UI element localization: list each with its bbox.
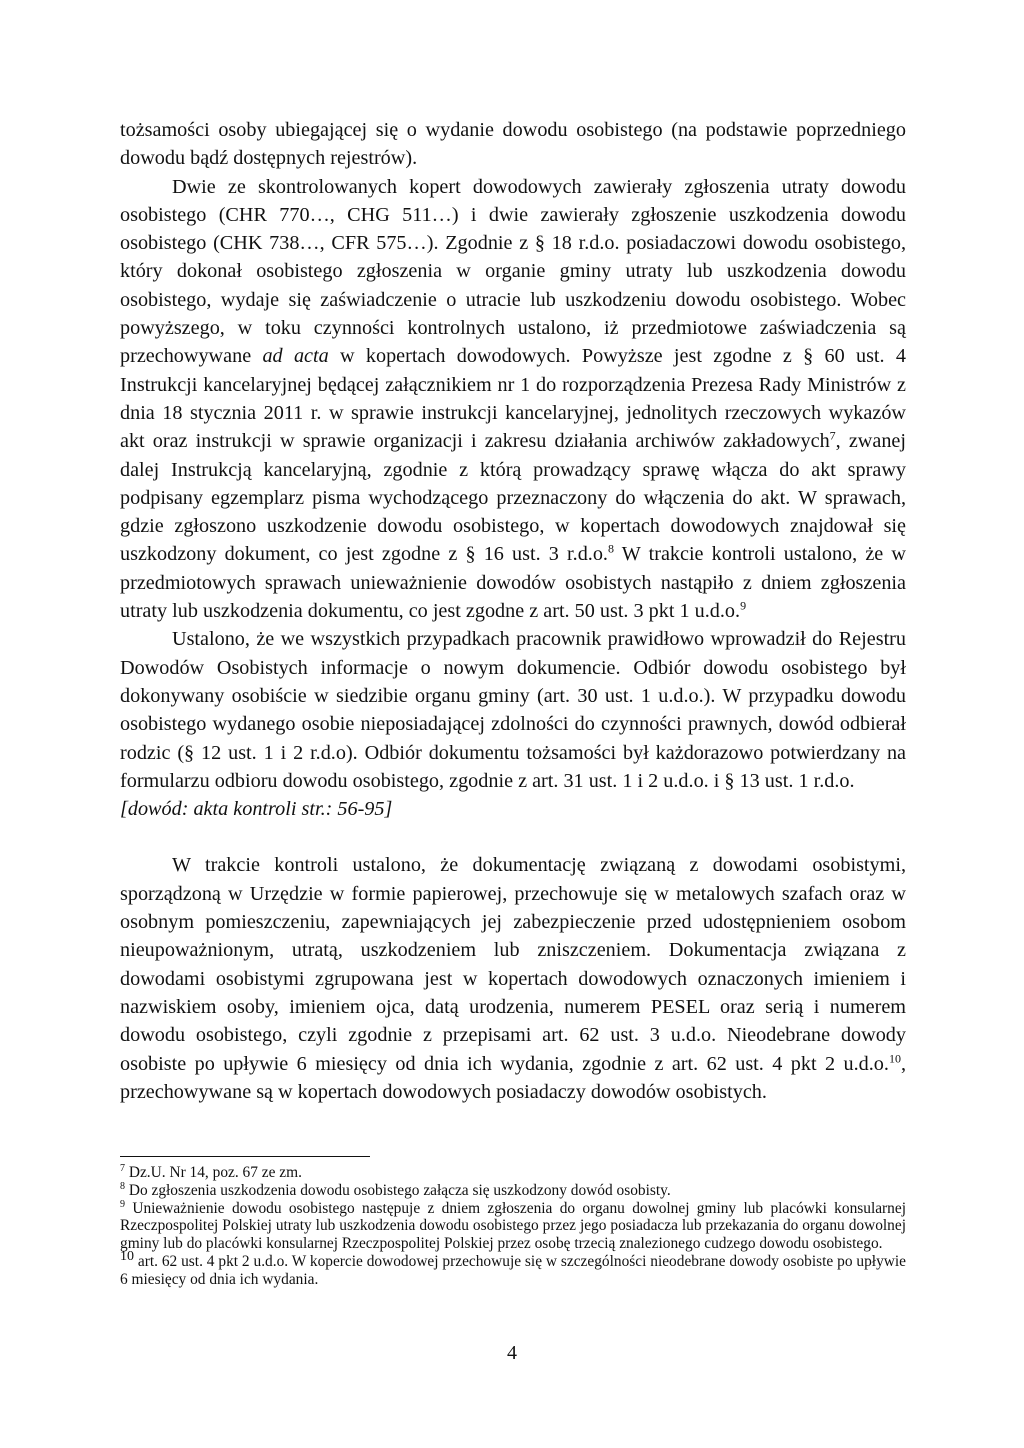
text-run: W trakcie kontroli ustalono, że dokumentację związaną z dowodami osobistymi, sporządzoną w Urzędzie w formie papierowej, przechowuje się w metalowych szafach oraz w osobnym pomieszczeniu, zapewniających jej zabezpieczenie przed udostępnieniem osobom nieupoważnionym, utratą, uszkodzeniem lub zniszczeniem. Dokumentacja związana z dowodami osobistymi zgrupowana jest w kopertach dowodowych oznaczonych imieniem i nazwiskiem osoby, imieniem ojca, datą urodzenia, numerem PESEL oraz serią i numerem dowodu osobistego, czyli zgodnie z przepisami art. 62 ust. 3 u.d.o. Nieodebrane dowody osobiste po upływie 6 miesięcy od dnia ich wydania, zgodnie z art. 62 ust. 4 pkt 2 u.d.o. (120, 854, 906, 1075)
footnote-9 (120, 1200, 906, 1253)
footnote-number: 9 (120, 1198, 125, 1210)
text-run: tożsamości osoby ubiegającej się o wydanie dowodu osobistego (na podstawie poprzedniego dowodu bądź dostępnych rejestrów). (120, 119, 906, 170)
footnote-number: 7 (120, 1162, 125, 1174)
footnote-ref-7[interactable]: 7 (829, 428, 836, 443)
text-run: w kopertach dowodowych. Powyższe jest zgodne z § 60 ust. 4 Instrukcji kancelaryjnej będącej załącznikiem nr 1 do rozporządzenia Prezesa Rady Ministrów z dnia 18 stycznia 2011 r. w sprawie instrukcji kancelaryjnej, jednolitych rzeczowych wykazów akt oraz instrukcji w sprawie organizacji i zakresu działania archiwów zakładowych (120, 345, 906, 453)
text-run: Ustalono, że we wszystkich przypadkach pracownik prawidłowo wprowadził do Rejestru Dowodów Osobistych informacje o nowym dokumencie. Odbiór dowodu osobistego był dokonywany osobiście w siedzibie organu gminy (art. 30 ust. 1 u.d.o.). W przypadku dowodu osobistego wydanego osobie nieposiadającej zdolności do czynności prawnych, dowód odbierał rodzic (§ 12 ust. 1 i 2 r.d.o). Odbiór dokumentu tożsamości był każdorazowo potwierdzany na formularzu odbioru dowodu osobistego, zgodnie z art. 31 ust. 1 i 2 u.d.o. i § 13 ust. 1 r.d.o. (120, 628, 906, 792)
text-run: Dwie ze skontrolowanych kopert dowodowych zawierały zgłoszenia utraty dowodu osobistego (CHR 770…, CHG 511…) i dwie zawierały zgłoszenie uszkodzenia dowodu osobistego (CHK 738…, CFR 575…). Zgodnie z § 18 r.d.o. posiadaczowi dowodu osobistego, który dokonał osobistego zgłoszenia w organie gminy utraty lub uszkodzenia dowodu osobistego, wydaje się zaświadczenie o utracie lub uszkodzeniu dowodu osobistego. Wobec powyższego, w toku czynności kontrolnych ustalono, iż przedmiotowe zaświadczenia są przechowywane (120, 175, 906, 368)
footnote-text: Dz.U. Nr 14, poz. 67 ze zm. (125, 1164, 302, 1181)
footnotes (120, 1164, 906, 1289)
footnote-ref-10[interactable]: 10 (888, 1050, 901, 1065)
text-run: , zwanej dalej Instrukcją kancelaryjną, zgodnie z którą prowadzący sprawę włącza do akt sprawy podpisany egzemplarz pisma wychodzącego przeznaczony do włączenia do akt. W sprawach, gdzie zgłoszono uszkodzenie dowodu osobistego, w kopertach dowodowych znajdował się uszkodzony dokument, co jest zgodne z § 16 ust. 3 r.d.o. (120, 430, 906, 566)
footnote-8 (120, 1182, 906, 1200)
paragraph-4 (120, 851, 906, 1106)
footnote-text: art. 62 ust. 4 pkt 2 u.d.o. W kopercie dowodowej przechowuje się w szczególności nieodebrane dowody osobiste po upływie 6 miesięcy od dnia ich wydania. (120, 1252, 906, 1288)
footnote-ref-9[interactable]: 9 (740, 598, 747, 613)
evidence-reference (120, 795, 906, 823)
document-body (120, 116, 906, 1106)
paragraph-3 (120, 625, 906, 795)
italic-latin-phrase: ad acta (262, 345, 329, 368)
footnote-7 (120, 1164, 906, 1182)
footnote-number: 10 (120, 1248, 134, 1264)
text-run: W trakcie kontroli ustalono, że w przedmiotowych sprawach unieważnienie dowodów osobistych nastąpiło z dniem zgłoszenia utraty lub uszkodzenia dokumentu, co jest zgodne z art. 50 ust. 3 pkt 1 u.d.o. (120, 543, 906, 623)
footnote-text: Do zgłoszenia uszkodzenia dowodu osobistego załącza się uszkodzony dowód osobisty. (125, 1181, 671, 1199)
footnote-separator (120, 1156, 370, 1157)
footnote-number: 8 (120, 1180, 125, 1192)
paragraph-2 (120, 173, 906, 626)
text-run: , przechowywane są w kopertach dowodowych posiadaczy dowodów osobistych. (120, 1052, 906, 1103)
paragraph-1 (120, 116, 906, 173)
footnote-text: Unieważnienie dowodu osobistego następuje z dniem zgłoszenia do organu dowolnej gminy lub placówki konsularnej Rzeczpospolitej Polskiej utraty lub uszkodzenia dowodu osobistego przez jego posiadacza lub przekazania do organu dowolnej gminy lub do placówki konsularnej Rzeczpospolitej Polskiej przez osobę trzecią znalezionego cudzego dowodu osobistego. (120, 1199, 906, 1253)
evidence-text: [dowód: akta kontroli str.: 56-95] (120, 798, 393, 821)
page-number: 4 (507, 1342, 517, 1364)
footnote-ref-8[interactable]: 8 (607, 541, 614, 556)
footnote-10 (120, 1248, 906, 1289)
